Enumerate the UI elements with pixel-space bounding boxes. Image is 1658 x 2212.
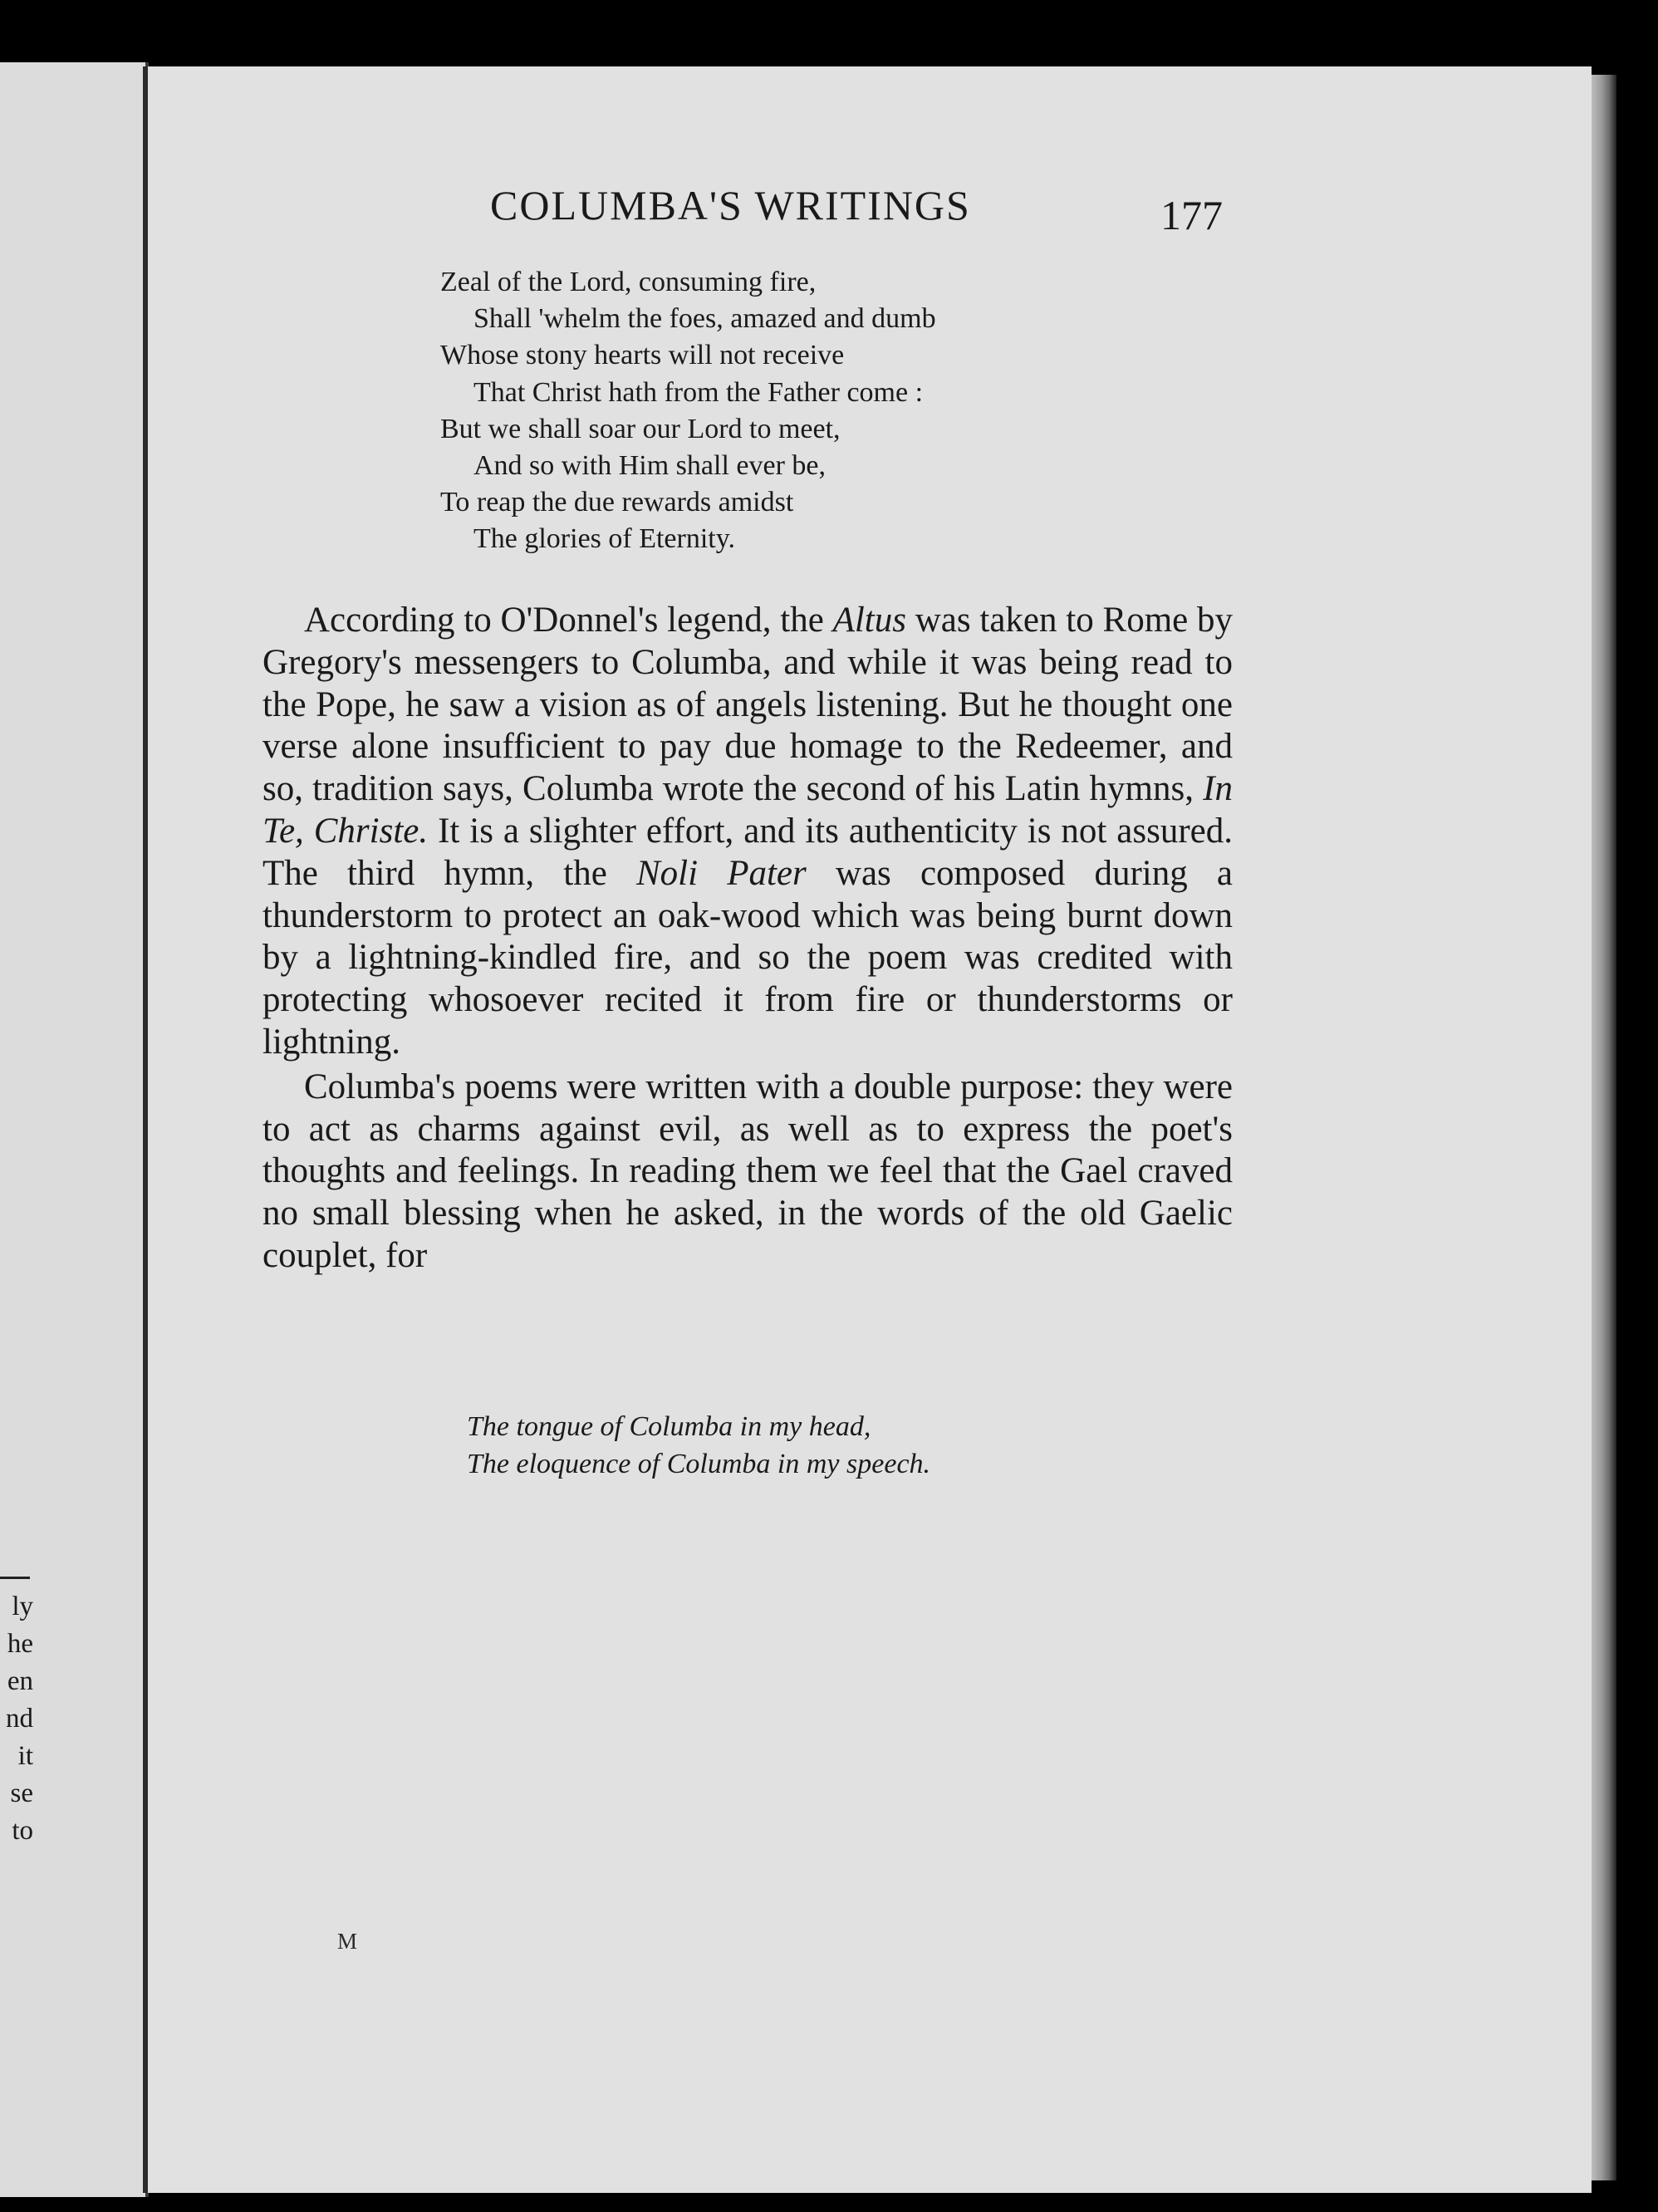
text-run: was taken to Rome by Gregory's messengers to Columba, and while it was being read to the Pope, he saw a vision as of angels listening. But he thought one verse alone insufficient to pay due homage to the Redeemer, and so, tradition says, Columba wrote the second of his Latin hymns,	[262, 601, 1233, 809]
facing-fragment: he	[7, 1629, 33, 1659]
poem-line: The glories of Eternity.	[473, 523, 736, 555]
poem-stanza	[440, 264, 1130, 558]
page-edge	[1592, 75, 1616, 2180]
poem-line: But we shall soar our Lord to meet,	[440, 413, 841, 444]
title-altus: Altus	[832, 601, 906, 640]
book-gutter	[143, 66, 148, 2193]
gaelic-couplet	[467, 1408, 930, 1483]
facing-page	[0, 62, 149, 2197]
title-in-te-christe: In Te, Christe.	[262, 769, 1233, 851]
signature-mark: M	[337, 1929, 358, 1954]
facing-fragment: to	[12, 1816, 33, 1846]
text-run: was composed during a thunderstorm to protect an oak-wood which was being burnt down by a lightning-kindled fire, and so the poem was credited with protecting whosoever recited it from fire or thunderstorms or lightning.	[262, 853, 1233, 1062]
title-noli-pater: Noli Pater	[635, 853, 807, 893]
paragraph	[262, 600, 1233, 1064]
poem-line: Shall 'whelm the foes, amazed and dumb	[473, 303, 936, 335]
facing-fragment: se	[10, 1778, 33, 1808]
facing-fragment: en	[7, 1666, 33, 1696]
paragraph: Columba's poems were written with a double purpose: they were to act as charms against evil, as well as to express the poet's thoughts and feelings. In reading them we feel that the Gael craved no small blessing when he asked, in the words of the old Gaelic couplet, for	[262, 1067, 1233, 1275]
couplet-line: The eloquence of Columba in my speech.	[467, 1449, 931, 1479]
couplet-line: The tongue of Columba in my head,	[467, 1411, 871, 1442]
poem-line: Zeal of the Lord, consuming fire,	[440, 267, 817, 297]
text-run: According to O'Donnel's legend, the	[304, 601, 833, 640]
text-run: It is a slighter effort, and its authenticity is not assured. The third hymn, the	[262, 811, 1233, 893]
poem-line: To reap the due rewards amidst	[440, 487, 794, 518]
poem-line: And so with Him shall ever be,	[473, 449, 826, 481]
body-text	[262, 600, 1233, 1278]
facing-fragment: nd	[6, 1704, 33, 1734]
facing-fragment: ly	[12, 1592, 33, 1621]
facing-page-text	[0, 1588, 33, 1850]
poem-line: That Christ hath from the Father come :	[473, 376, 924, 408]
facing-page-rule	[0, 1577, 30, 1579]
poem-line: Whose stony hearts will not receive	[440, 340, 845, 371]
running-head: COLUMBA'S WRITINGS	[490, 182, 971, 228]
facing-fragment: it	[17, 1741, 33, 1771]
page-number: 177	[1160, 192, 1223, 238]
